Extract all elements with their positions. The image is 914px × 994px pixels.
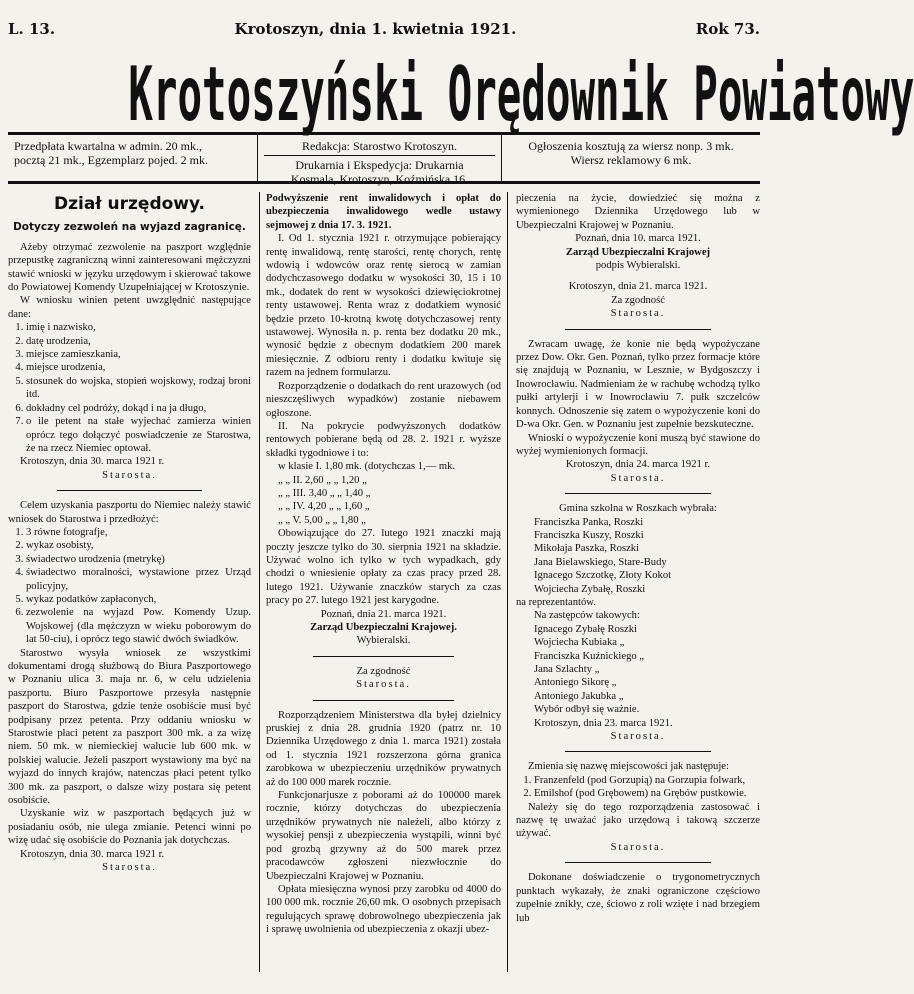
continued-conformity: Za zgodność — [611, 294, 665, 306]
notice-3-org: Zarząd Ubezpieczalni Krajowej. — [310, 622, 457, 633]
notice-1-date: Krotoszyn, dnia 30. marca 1921 r. — [20, 456, 165, 468]
divider — [565, 493, 711, 494]
notice-1-signature: Starosta. — [102, 469, 157, 481]
notice-7-signature: Starosta. — [610, 841, 666, 853]
elected-list — [516, 516, 760, 596]
list-item: Franciszka Kuszy, Roszki — [534, 529, 644, 541]
notice-6-signature: Starosta. — [610, 731, 666, 743]
list-item: 3. miejsce zamieszkania, — [26, 348, 251, 361]
list-item: 3. świadectwo urodzenia (metrykę) — [26, 553, 251, 566]
printing-line-2: Kosmala, Krotoszyn, Koźmińska 16. — [290, 172, 469, 186]
list-item: Franciszka Kuźnickiego „ — [534, 650, 645, 662]
issue-line — [8, 0, 760, 38]
class-row: „ „ V. 5,00 „ „ 1,80 „ — [278, 514, 366, 526]
list-item: 1. 3 równe fotografje, — [26, 526, 251, 539]
list-item: Franciszka Panka, Roszki — [534, 516, 644, 528]
notice-2-paragraph: Uzyskanie wiz w paszportach będących już w posiadaniu osób, nie ulega zmianie. Petenci winni po wizę udać się osobiście do Poznania jak dotychczas. — [8, 808, 251, 847]
notice-2-signature: Starosta. — [102, 862, 157, 874]
notice-7-paragraph: Należy się do tego rozporządzenia zastosować i nazwę tę uważać jako urzędową i takową szczerze używać. — [516, 801, 760, 840]
class-row: „ „ IV. 4,20 „ „ 1,60 „ — [278, 501, 370, 513]
notice-5-paragraph: Zwracam uwagę, że konie nie będą wypożyczane przez Dow. Okr. Gen. Poznań, tylko przez formacje które się znajdują w Poznaniu, w Lesznie, w Bydgoszczy i Inowrocławiu. Nadmieniam że w rachubę wchodzą tylko pułki artylerji i w Inowrocławiu 7. pułk szczelców konnych. Odnoszenie się zatem o wypożyczenie koni do D-wa Okr. Gen. w Poznaniu jest zupełnie bezskuteczne. — [516, 338, 760, 431]
notice-3-paragraph: Rozporządzenie o dodatkach do rent urazowych (od nieszczęśliwych wypadków) zostanie niebawem ogłoszone. — [266, 380, 501, 419]
list-item: Jana Szlachty „ — [534, 664, 600, 675]
elected-role: na reprezentantów. — [516, 596, 596, 608]
columns — [8, 192, 760, 972]
list-item: 2. wykaz osobisty, — [26, 539, 251, 552]
notice-3-paragraph: II. Na pokrycie podwyższonych dodatków rentowych pobierane będą od 28. 2. 1921 r. wyższe składki tygodniowe i to: — [266, 420, 501, 459]
continued-date-2: Krotoszyn, dnia 21. marca 1921. — [568, 281, 708, 293]
notice-1-paragraph: W wniosku winien petent uwzględnić następujące dane: — [8, 295, 251, 320]
notice-4-paragraph: Rozporządzeniem Ministerstwa dla byłej dzielnicy pruskiej z dnia 28. grudnia 1920 (patrz nr. 10 Dziennika Urzędowego z dnia 1. marca 1921) została od 1. stycznia 1921 rozszerzona górna granica zarobkowa w ubezpieczeniu urzędników prywatnych aż do 100 000 marek rocznie. — [266, 709, 501, 788]
notice-2-list — [8, 526, 251, 647]
notice-3-conformity: Za zgodność — [356, 665, 411, 677]
notice-4-paragraph: Funkcjonarjusze z poborami aż do 100000 marek rocznie, którzy dotychczas do ubezpieczenia urzędników prywatnych nie należeli, albo którzy z wysokiej pensji z ubezpieczenia wystąpili, winni być pod grozbą grzywny aż do 500 marek przez pracodawców zgłoszeni niezwłocznie do Ubezpieczalni Krajowej w Poznaniu. — [266, 790, 501, 882]
continued-date: Poznań, dnia 10. marca 1921. — [575, 233, 701, 245]
notice-6-title: Gmina szkolna w Roszkach wybrała: — [559, 503, 717, 515]
list-item: 1. Franzenfeld (pod Gorzupią) na Gorzupia folwark, — [534, 774, 760, 787]
list-item: Antoniego Sikorę „ — [534, 677, 617, 689]
divider — [313, 700, 454, 701]
issue-number: L. 13. — [8, 20, 56, 38]
notice-6-validity: Wybór odbył się ważnie. — [534, 704, 640, 716]
continued-org-signature: podpis Wybieralski. — [595, 260, 681, 272]
list-item: 5. stosunek do wojska, stopień wojskowy, rodzaj broni itd. — [26, 375, 251, 402]
printing-line-1: Drukarnia i Ekspedycja: Drukarnia — [295, 158, 464, 172]
column-1 — [8, 192, 260, 972]
list-item: Ignacego Szczotkę, Złoty Kokot — [534, 570, 672, 582]
list-item: 5. wykaz podatków zapłaconych, — [26, 593, 251, 606]
divider — [57, 490, 203, 491]
divider — [313, 656, 454, 657]
notice-5-date: Krotoszyn, dnia 24. marca 1921 r. — [565, 459, 711, 471]
list-item: Mikołaja Paszka, Roszki — [534, 543, 640, 555]
list-item: 2. datę urodzenia, — [26, 335, 251, 348]
divider — [565, 862, 711, 863]
notice-3-date: Poznań, dnia 21. marca 1921. — [320, 608, 447, 620]
list-item: Antoniego Jakubka „ — [534, 690, 624, 702]
notice-3-paragraph: I. Od 1. stycznia 1921 r. otrzymujące pobierający rentę inwalidową, rentę starości, rentę chorych, rentę wdowią i wdowców oraz rentę sierocą w zamian dodychczasowego dodatku w wysokości 30, 15 i 10 mk., dodatek do rent w wysokości dziewięciokrotnej renty ustawowej. Renta wraz z dodatkiem wynosić będzie przeto 10-krotną kwotę dotychczasowej renty ustawowej. Wynosiła n. p. renta bez dodatku 20 mk., wynosić będzie z obecnym dodatkiem 200 marek miesięcznie. Z odbioru renty i dodatku kwituje się razem na jednem formularzu. — [266, 233, 501, 379]
notice-5-paragraph: Wnioski o wypożyczenie koni muszą być stawione do wyżej wymienionych formacji. — [516, 432, 760, 457]
notice-2-paragraph: Celem uzyskania paszportu do Niemiec należy stawić wniosek do Starostwa i przedłożyć: — [8, 500, 251, 525]
notice-3-paragraph: Obowiązujące do 27. lutego 1921 znaczki mają poczty jeszcze tylko do 30. sierpnia 1921 na składzie. Używać wolno ich tylko w tych wypadkach, gdy chodzi o wniesienie opłaty za czas pracy przed 28. lutego 1921. Używanie znaczków starych za czas pracy po 27. lutego 1921 jest karygodne. — [266, 528, 501, 607]
list-item: 7. o ile petent na stałe wyjechać zamierza winien oprócz tego dołączyć poswiadczenie ze Starostwa, że na rzecz Niemiec optował. — [26, 415, 251, 455]
notice-8-paragraph: Dokonane doświadczenie o trygonometrycznych punktach wykazały, że znaki ograniczone częściowo zupełnie znikły, cze, ściowo z roli wzięte i nad brzegiem lub — [516, 872, 760, 924]
divider — [565, 329, 711, 330]
list-item: Wojciecha Zybałę, Roszki — [534, 583, 646, 595]
list-item: 6. dokładny cel podróży, dokąd i na ja długo, — [26, 402, 251, 415]
editorial-line: Redakcja: Starostwo Krotoszyn. — [264, 139, 495, 156]
masthead-title: Krotoszyński Orędownik Powiatowy — [128, 51, 914, 139]
ads-line-2: Wiersz reklamowy 6 mk. — [570, 153, 692, 167]
continued-org: Zarząd Ubezpieczalni Krajowej — [565, 246, 711, 258]
divider — [565, 751, 711, 752]
list-item: 6. zezwolenie na wyjazd Pow. Komendy Uzup. Wojskowej (dla mężczyzn w wieku poborowym do lat 50-ciu), i oprócz tego stawić dwóch świadków. — [26, 606, 251, 646]
notice-1-title: Dotyczy zezwoleń na wyjazd zagranicę. — [13, 221, 246, 234]
notice-2-date: Krotoszyn, dnia 30. marca 1921 r. — [20, 848, 165, 860]
notice-1-paragraph: Ażeby otrzymać zezwolenie na paszport względnie przepustkę zagraniczną winni zainteresowani mężczyzni stawić wnioski w języku urzędowym i skierować takowe do Powiatowej Komendy Uzupełniającej w Krotoszynie. — [8, 241, 251, 294]
subscription-line-1: Przedpłata kwartalna w admin. 20 mk., — [14, 139, 202, 153]
section-title: Dział urzędowy. — [54, 194, 205, 214]
contribution-classes — [266, 460, 501, 527]
list-item: 1. imię i nazwisko, — [26, 321, 251, 334]
notice-4-paragraph: Opłata miesięczna wynosi przy zarobku od 4000 do 100 000 mk. rocznie 26,60 mk. O osobnych przepisach regulujących sprawę dobrowolnego ubezpieczenia jak i sprawę uwolnienia od ubezpieczenia z okazji ubez- — [266, 883, 501, 936]
class-row: „ „ II. 2,60 „ „ 1,20 „ — [278, 474, 367, 486]
column-2 — [260, 192, 508, 972]
notice-1-list — [8, 321, 251, 455]
list-item: 2. Emilshof (pod Grębowem) na Grębów pustkowie. — [534, 787, 760, 800]
list-item: Jana Bielawskiego, Stare-Budy — [534, 556, 667, 568]
deputies-list — [516, 623, 760, 703]
renames-list — [516, 774, 760, 801]
notice-3-title: Podwyższenie rent inwalidowych i opłat do ubezpieczenia inwalidowego wedle ustawy sejmowej z dnia 17. 3. 1921. — [266, 193, 501, 231]
continued-signature: Starosta. — [610, 308, 666, 320]
list-item: 4. miejsce urodzenia, — [26, 361, 251, 374]
notice-3-org-signature: Wybieralski. — [356, 635, 411, 647]
notice-6-date: Krotoszyn, dnia 23. marca 1921. — [534, 717, 673, 729]
notice-2-paragraph: Starostwo wysyła wniosek ze wszystkimi dokumentami drogą służbową do Biura Paszportowego w Poznaniu ulica 3. maja nr. 6, w celu udzielenia paszportu. Biuro Paszportowe przesyła następnie paszport do Starostwa, gdzie tenże osobiście musi być podpisany przez petenta. Przy oddaniu wniosku w Starostwie płaci petent za paszport 300 mk. a za wizę niem. 50 mk. w niemieckiej walucie lub 600 mk. w polskiej walucie. Jeżeli paszport wystawiony ma być na wyjazd do innych krajów, natenczas płaci petent tylko 300 mk. za paszport, o dalsze wizy postara się petent osobiście. — [8, 647, 251, 807]
notice-3-signature: Starosta. — [356, 679, 411, 691]
ads-line-1: Ogłoszenia kosztują za wiersz nonp. 3 mk. — [528, 139, 734, 153]
notice-7-paragraph: Zmienia się nazwę miejscowości jak następuje: — [528, 761, 729, 773]
list-item: Wojciecha Kubiaka „ — [534, 637, 625, 649]
deputies-title: Na zastępców takowych: — [534, 610, 640, 622]
class-row: w klasie I. 1,80 mk. (dotychczas 1,— mk. — [278, 461, 456, 473]
list-item: 4. świadectwo moralności, wystawione przez Urząd policyjny, — [26, 566, 251, 593]
subscription-line-2: pocztą 21 mk., Egzemplarz pojed. 2 mk. — [14, 153, 208, 167]
notice-5-signature: Starosta. — [610, 472, 666, 484]
issue-year: Rok 73. — [695, 20, 760, 38]
class-row: „ „ III. 3,40 „ „ 1,40 „ — [278, 487, 371, 499]
issue-place-date: Krotoszyn, dnia 1. kwietnia 1921. — [234, 20, 517, 38]
list-item: Ignacego Zybałę Roszki — [534, 623, 637, 635]
continued-paragraph: pieczenia na życie, dowiedzieć się można z wymienionego Dziennika Urzędowego lub w Ubezpieczalni Krajowej w Poznaniu. — [516, 193, 760, 231]
column-3 — [508, 192, 760, 972]
